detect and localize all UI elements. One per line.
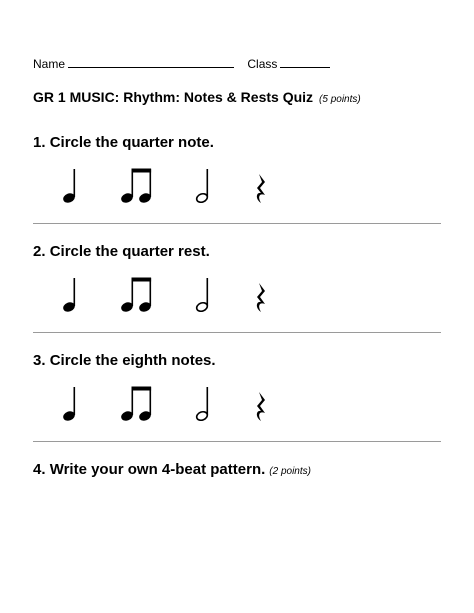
question-4-points: (2 points) (269, 466, 311, 477)
class-blank[interactable] (280, 56, 330, 68)
name-class-row (33, 56, 330, 71)
beamed-eighth-notes-icon[interactable] (120, 275, 160, 315)
question-3-text: Circle the eighth notes. (49, 352, 216, 369)
question-3-symbols (0, 384, 474, 428)
question-2-text: Circle the quarter rest. (49, 243, 210, 260)
question-1-symbols (0, 166, 474, 210)
question-1-text: Circle the quarter note. (49, 134, 214, 151)
question-1 (33, 134, 214, 151)
question-3-number: 3. (33, 352, 46, 369)
quiz-title (33, 89, 361, 105)
quarter-rest-icon[interactable] (254, 166, 270, 206)
half-note-icon[interactable] (195, 384, 215, 424)
question-3 (33, 352, 216, 369)
divider-2 (33, 332, 441, 333)
name-blank[interactable] (68, 56, 234, 68)
question-4-number: 4. (33, 461, 46, 478)
quarter-rest-icon[interactable] (254, 275, 270, 315)
half-note-icon[interactable] (195, 275, 215, 315)
divider-3 (33, 441, 441, 442)
half-note-icon[interactable] (195, 166, 215, 206)
question-2-symbols (0, 275, 474, 319)
question-1-number: 1. (33, 134, 46, 151)
quiz-title-text: GR 1 MUSIC: Rhythm: Notes & Rests Quiz (33, 89, 314, 105)
question-4-text: Write your own 4-beat pattern. (49, 461, 266, 478)
divider-1 (33, 223, 441, 224)
beamed-eighth-notes-icon[interactable] (120, 166, 160, 206)
question-2-number: 2. (33, 243, 46, 260)
quarter-rest-icon[interactable] (254, 384, 270, 424)
question-2 (33, 243, 210, 260)
beamed-eighth-notes-icon[interactable] (120, 384, 160, 424)
name-label: Name (33, 57, 66, 71)
quiz-points: (5 points) (319, 94, 361, 105)
class-label: Class (247, 57, 278, 71)
quarter-note-icon[interactable] (62, 275, 82, 315)
quarter-note-icon[interactable] (62, 384, 82, 424)
quarter-note-icon[interactable] (62, 166, 82, 206)
question-4 (33, 461, 311, 478)
